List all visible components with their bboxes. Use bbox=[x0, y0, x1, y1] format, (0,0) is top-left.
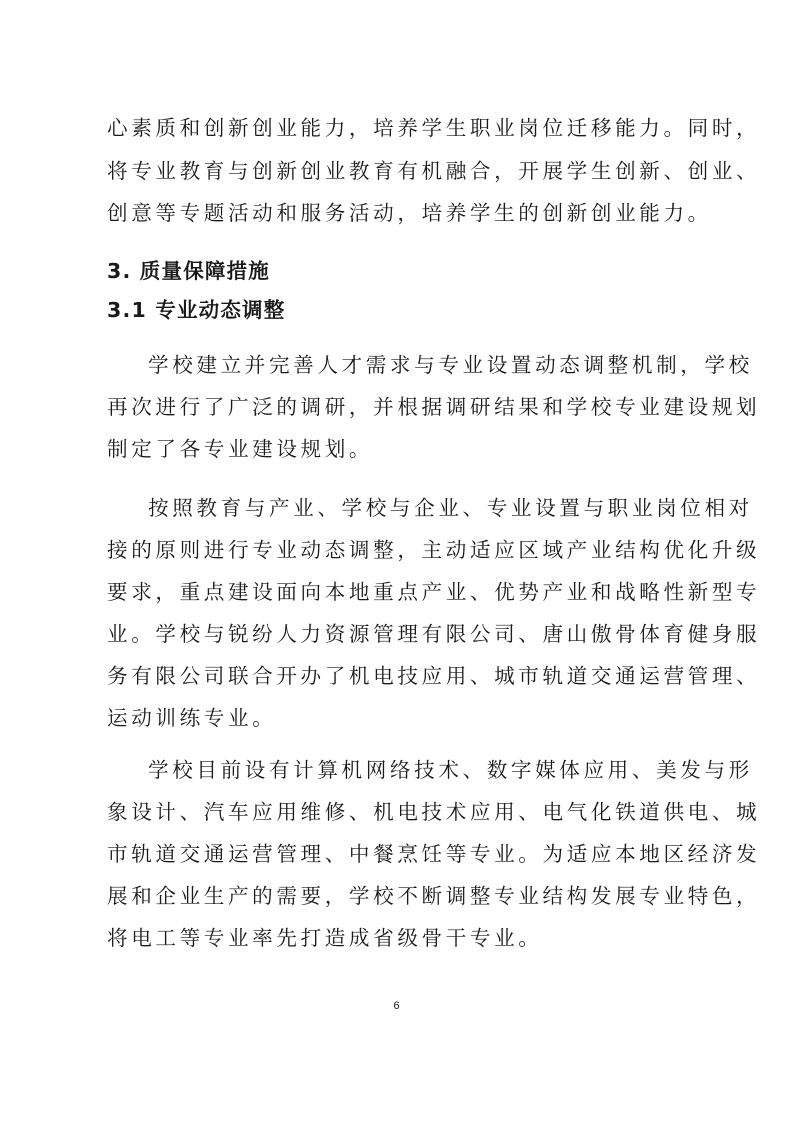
intro-line-1: 心素质和创新创业能力，培养学生职业岗位迁移能力。同时， bbox=[107, 116, 761, 140]
paragraph-2-line-6: 运动训练专业。 bbox=[107, 706, 277, 730]
section-heading: 3. 质量保障措施 bbox=[107, 259, 270, 283]
page-number: 6 bbox=[393, 1000, 400, 1012]
intro-line-2: 将专业教育与创新创业教育有机融合，开展学生创新、创业、 bbox=[107, 159, 761, 183]
paragraph-3-line-4: 展和企业生产的需要，学校不断调整专业结构发展专业特色， bbox=[107, 884, 761, 908]
paragraph-1-line-1: 学校建立并完善人才需求与专业设置动态调整机制，学校 bbox=[148, 353, 753, 377]
paragraph-1-line-3: 制定了各专业建设规划。 bbox=[107, 437, 374, 461]
paragraph-2-line-2: 接的原则进行专业动态调整，主动适应区域产业结构优化升级 bbox=[107, 538, 761, 562]
paragraph-2-line-1: 按照教育与产业、学校与企业、专业设置与职业岗位相对 bbox=[148, 496, 753, 520]
paragraph-2-line-3: 要求，重点建设面向本地重点产业、优势产业和战略性新型专 bbox=[107, 580, 761, 604]
paragraph-3-line-5: 将电工等专业率先打造成省级骨干专业。 bbox=[107, 926, 543, 950]
subsection-heading: 3.1 专业动态调整 bbox=[107, 298, 286, 322]
paragraph-3-line-3: 市轨道交通运营管理、中餐烹饪等专业。为适应本地区经济发 bbox=[107, 842, 761, 866]
paragraph-2-line-5: 务有限公司联合开办了机电技应用、城市轨道交通运营管理、 bbox=[107, 664, 761, 688]
paragraph-1-line-2: 再次进行了广泛的调研，并根据调研结果和学校专业建设规划 bbox=[107, 395, 761, 419]
intro-line-3: 创意等专题活动和服务活动，培养学生的创新创业能力。 bbox=[107, 201, 712, 225]
paragraph-2-line-4: 业。学校与锐纷人力资源管理有限公司、唐山傲骨体育健身服 bbox=[107, 622, 761, 646]
paragraph-3-line-2: 象设计、汽车应用维修、机电技术应用、电气化铁道供电、城 bbox=[107, 800, 761, 824]
paragraph-3-line-1: 学校目前设有计算机网络技术、数字媒体应用、美发与形 bbox=[148, 758, 753, 782]
